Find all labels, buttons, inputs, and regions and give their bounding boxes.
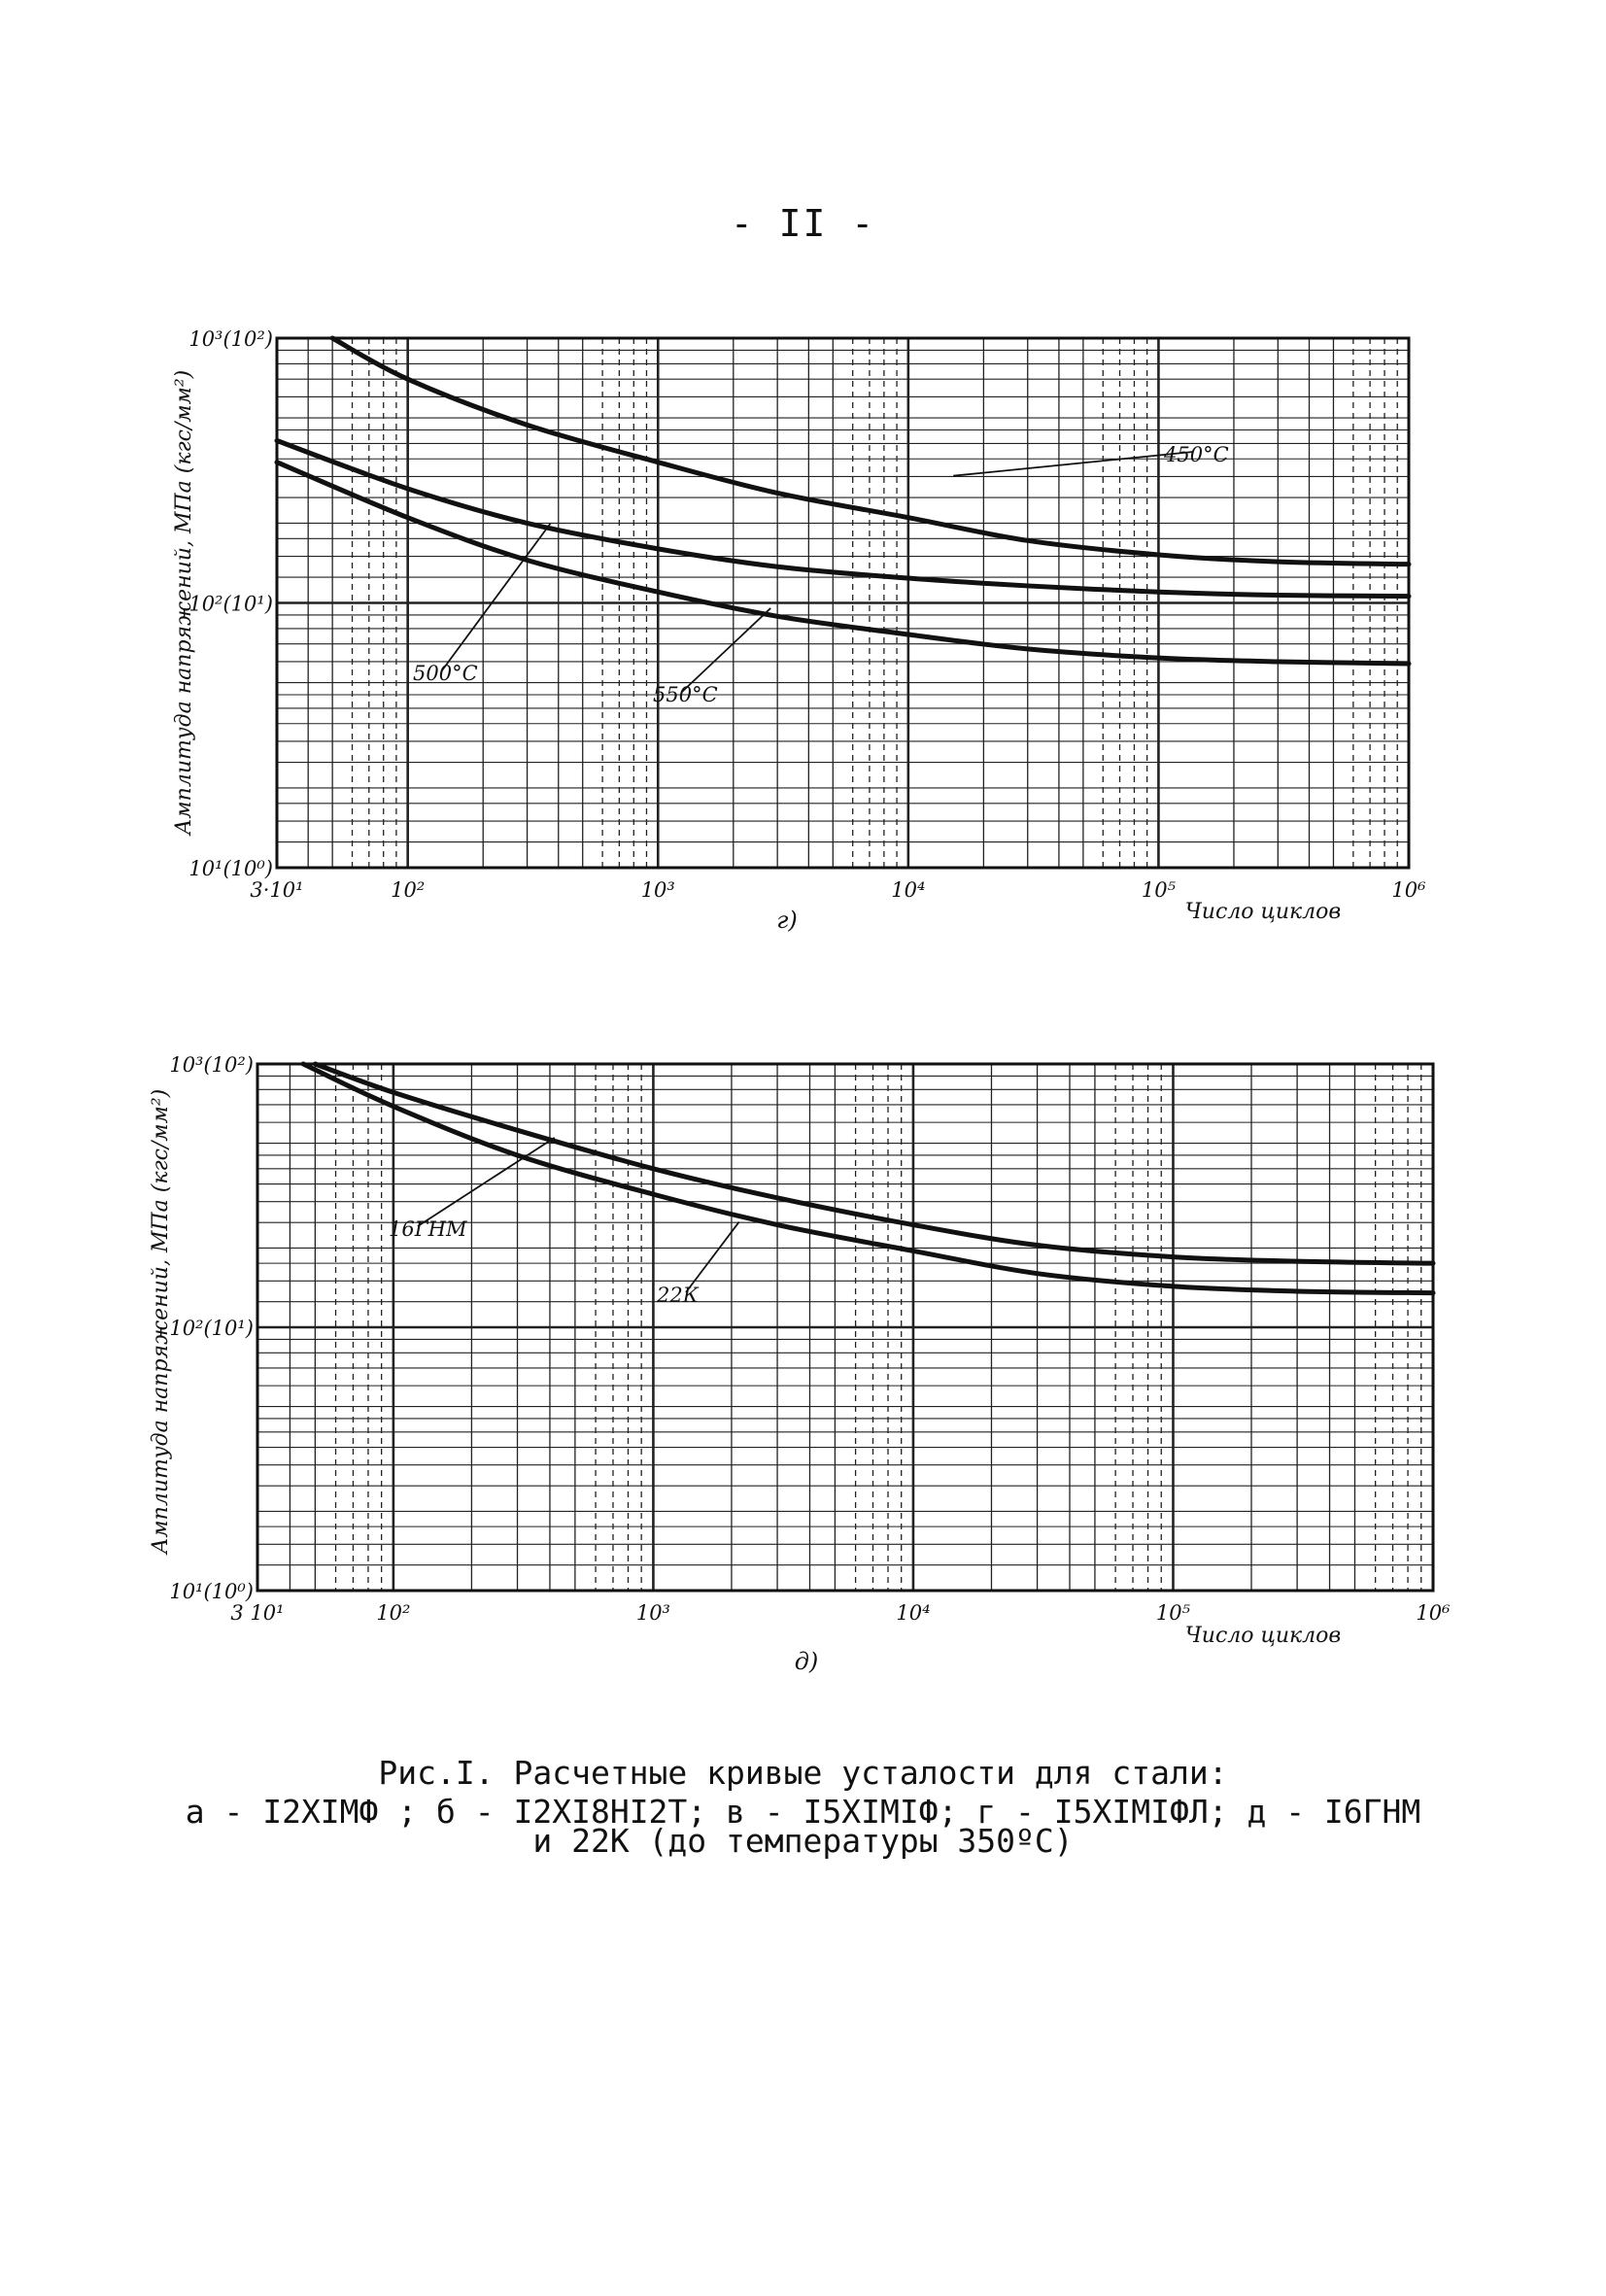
x-tick-label: 10⁴	[891, 878, 926, 902]
x-axis-title: Число циклов	[1184, 1624, 1342, 1648]
chart-d-fatigue-curves	[149, 1053, 1451, 1675]
x-tick-label: 10⁴	[896, 1601, 931, 1625]
series-line	[277, 441, 1409, 597]
caption-line-1: Рис.I. Расчетные кривые усталости для стали:	[378, 1754, 1228, 1792]
x-axis-title: Число циклов	[1184, 900, 1342, 924]
y-tick-label: 10²(10¹)	[169, 1317, 254, 1340]
caption-line-2: а - I2XIМФ ; б - I2XI8HI2T; в - I5XIМIФ; г - I5XIМIФЛ; д - I6ГНМ	[185, 1793, 1421, 1831]
series-label: 500°C	[413, 662, 478, 685]
series-label: 450°C	[1164, 443, 1229, 466]
y-tick-label: 10¹(10⁰)	[169, 1580, 254, 1603]
figure-caption	[0, 1754, 1606, 1861]
x-tick-label: 10³	[640, 878, 675, 902]
x-tick-label: 10⁵	[1141, 878, 1176, 902]
series-label-leader	[442, 524, 551, 670]
x-tick-label: 10⁶	[1416, 1601, 1451, 1625]
x-tick-label: 3·10¹	[250, 878, 304, 902]
series-label-leader	[418, 1138, 555, 1226]
y-tick-label: 10¹(10⁰)	[188, 857, 273, 880]
series-line	[277, 463, 1409, 664]
x-tick-label: 10³	[635, 1601, 670, 1625]
y-tick-label: 10²(10¹)	[188, 592, 273, 616]
page-number: - II -	[730, 202, 876, 245]
x-tick-label: 3 10¹	[230, 1601, 285, 1625]
x-tick-label: 10²	[391, 878, 426, 902]
series-label-leader	[682, 608, 770, 692]
series-label-leader	[953, 452, 1193, 476]
x-tick-label: 10⁵	[1155, 1601, 1191, 1625]
series-line	[315, 1064, 1433, 1263]
series-line	[332, 338, 1409, 565]
y-axis-title: Амплитуда напряжений, МПа (кгс/мм²)	[149, 1088, 173, 1555]
panel-label: г)	[776, 907, 798, 934]
chart-g-fatigue-curves	[172, 327, 1426, 934]
series-label: 550°C	[653, 683, 718, 706]
x-tick-label: 10⁶	[1391, 878, 1426, 902]
x-tick-label: 10²	[376, 1601, 411, 1625]
caption-line-3: и 22К (до температуры 350ºC)	[532, 1822, 1074, 1860]
y-tick-label: 10³(10²)	[188, 327, 273, 351]
y-tick-label: 10³(10²)	[169, 1053, 254, 1077]
panel-label: д)	[794, 1648, 819, 1675]
y-axis-title: Амплитуда напряжений, МПа (кгс/мм²)	[172, 369, 196, 836]
series-label: 16ГНМ	[389, 1217, 467, 1241]
series-label: 22К	[657, 1284, 699, 1307]
